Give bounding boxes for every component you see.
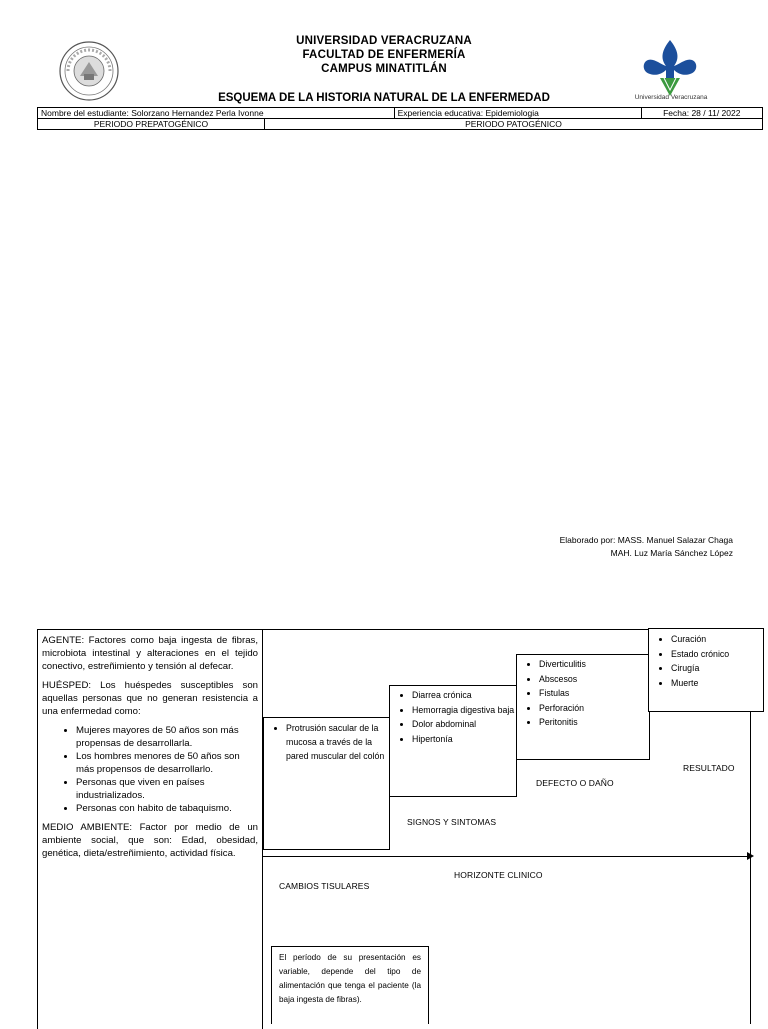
- period-patogenic: PERIODO PATOGÉNICO: [265, 119, 763, 130]
- label-resultado: RESULTADO: [683, 763, 735, 773]
- note-box: El período de su presentación es variable, depende del tipo de alimentación que tenga el paciente (la baja ingesta de fibras).: [271, 946, 429, 1024]
- agente-text: AGENTE: Factores como baja ingesta de fibras, microbiota intestinal y alteraciones en el tejido conectivo, estreñimiento y tensión al defecar.: [42, 635, 258, 672]
- list-item: • Curación: [671, 632, 763, 647]
- label-horizonte-clinico: HORIZONTE CLINICO: [454, 870, 543, 880]
- list-item: • Peritonitis: [539, 715, 649, 730]
- course-name: Experiencia educativa: Epidemiologia: [394, 108, 641, 119]
- resultado-box: [648, 628, 764, 712]
- label-signos-sintomas: SIGNOS Y SINTOMAS: [407, 817, 497, 827]
- arrow-right-icon: [747, 852, 754, 860]
- list-item: • Dolor abdominal: [412, 717, 516, 732]
- list-item: • Hipertonía: [412, 732, 516, 747]
- list-item: • Mujeres mayores de 50 años son más propensas de desarrollarla.: [76, 724, 258, 750]
- list-item: • Hemorragia digestiva baja: [412, 703, 516, 718]
- label-defecto-dano: DEFECTO O DAÑO: [536, 778, 614, 788]
- label-cambios-tisulares: CAMBIOS TISULARES: [279, 881, 370, 891]
- credits-line-1: Elaborado por: MASS. Manuel Salazar Chaga: [559, 535, 733, 545]
- period-prepatogenic: PERIODO PREPATOGÉNICO: [38, 119, 265, 130]
- list-item: • Perforación: [539, 701, 649, 716]
- prepatogenic-column: [37, 629, 263, 1029]
- defecto-dano-box: [516, 654, 650, 760]
- list-item: • Cirugía: [671, 661, 763, 676]
- signos-sintomas-box: [389, 685, 517, 797]
- horizonte-clinico-line: [263, 856, 749, 857]
- credits-line-2: MAH. Luz María Sánchez López: [610, 548, 733, 558]
- list-item: • Personas que viven en países industrializados.: [76, 776, 258, 802]
- list-item: • Fistulas: [539, 686, 649, 701]
- list-item: • Diarrea crónica: [412, 688, 516, 703]
- list-item: • Diverticulitis: [539, 657, 649, 672]
- list-item: • Personas con habito de tabaquismo.: [76, 802, 258, 815]
- date-field: Fecha: 28 / 11/ 2022: [641, 108, 762, 119]
- list-item: • Los hombres menores de 50 años son más propensos de desarrollarlo.: [76, 750, 258, 776]
- frame-top-line: [263, 629, 648, 630]
- huesped-text: HUÉSPED: Los huéspedes susceptibles son aquellas personas que no generan resistencia a una enfermedad como:: [42, 680, 258, 717]
- faculty-name: FACULTAD DE ENFERMERÍA: [302, 49, 466, 61]
- huesped-list: [42, 724, 258, 815]
- list-item: • Estado crónico: [671, 647, 763, 662]
- list-item: • Muerte: [671, 676, 763, 691]
- list-item: • Protrusión sacular de la mucosa a través de la pared muscular del colón: [286, 721, 389, 763]
- university-name: UNIVERSIDAD VERACRUZANA: [296, 35, 472, 47]
- cambios-tisulares-box: [263, 717, 390, 850]
- info-table: [37, 107, 763, 130]
- student-name: Nombre del estudiante: Solorzano Hernandez Perla Ivonne: [38, 108, 395, 119]
- document-title: ESQUEMA DE LA HISTORIA NATURAL DE LA ENFERMEDAD: [218, 92, 550, 104]
- list-item: • Abscesos: [539, 672, 649, 687]
- medio-ambiente-text: MEDIO AMBIENTE: Factor por medio de un ambiente social, que son: Edad, obesidad, genética, dieta/estreñimiento, actividad física.: [42, 822, 258, 859]
- university-caption: Universidad Veracruzana: [634, 94, 708, 101]
- campus-name: CAMPUS MINATITLÁN: [321, 63, 447, 75]
